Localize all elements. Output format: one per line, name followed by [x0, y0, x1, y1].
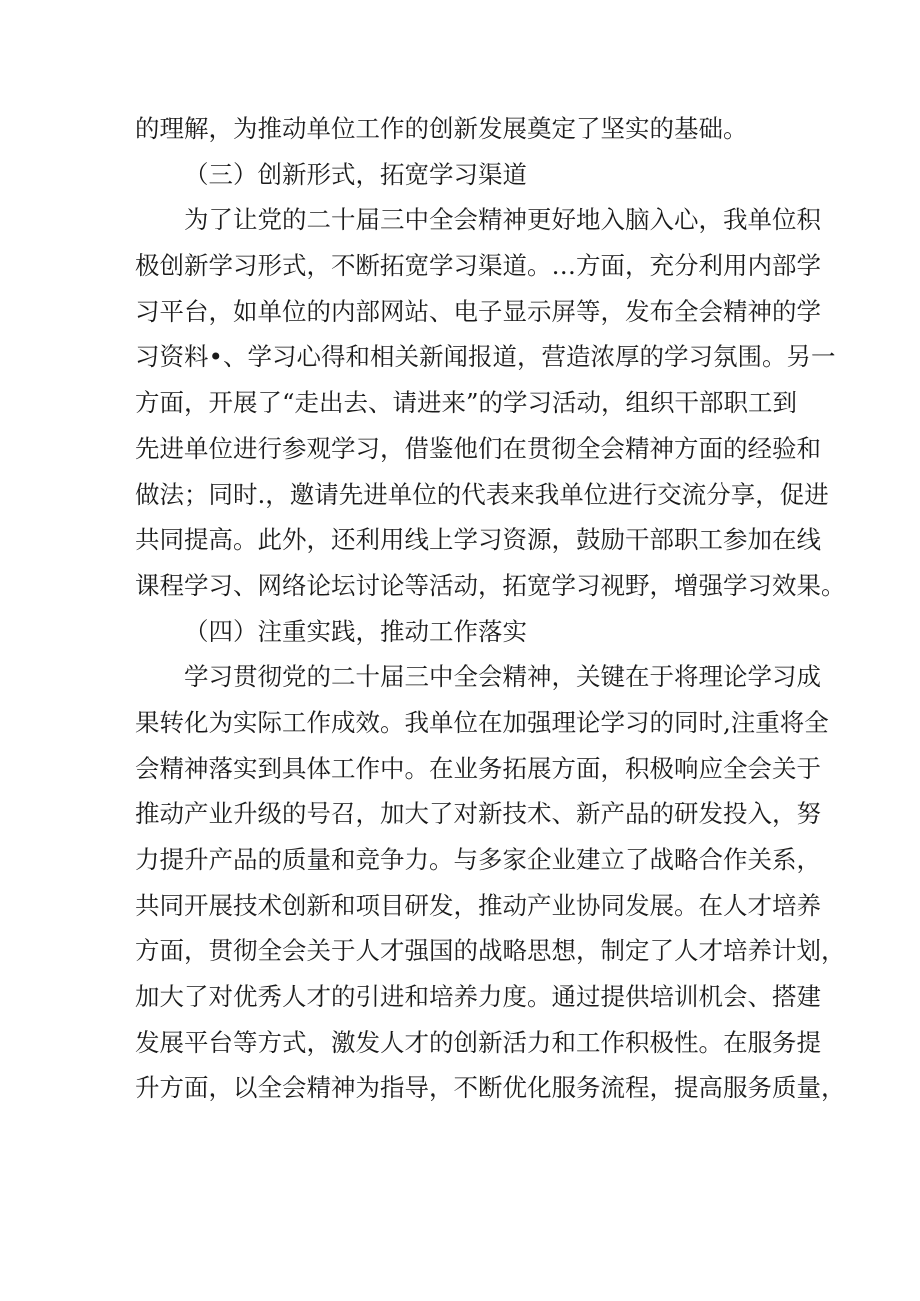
paragraph-line: 先进单位进行参观学习，借鉴他们在贯彻全会精神方面的经验和 [135, 433, 821, 463]
paragraph-line: 会精神落实到具体工作中。在业务拓展方面，积极响应全会关于 [135, 753, 821, 783]
paragraph-line: 果转化为实际工作成效。我单位在加强理论学习的同时,注重将全 [135, 707, 829, 737]
paragraph-line: 升方面，以全会精神为指导，不断优化服务流程，提高服务质量， [135, 1073, 846, 1103]
paragraph-line: 方面，贯彻全会关于人才强国的战略思想，制定了人才培养计划， [135, 936, 846, 966]
paragraph-line: 学习贯彻党的二十届三中全会精神，关键在于将理论学习成 [184, 662, 821, 692]
section-heading-3: （三）创新形式，拓宽学习渠道 [184, 159, 527, 189]
paragraph-line: 课程学习、网络论坛讨论等活动，拓宽学习视野，增强学习效果。 [135, 570, 846, 600]
paragraph-line: 做法；同时.，邀请先进单位的代表来我单位进行交流分享，促进 [135, 479, 829, 509]
paragraph-line: 推动产业升级的号召，加大了对新技术、新产品的研发投入，努 [135, 799, 821, 829]
paragraph-line: 极创新学习形式，不断拓宽学习渠道。…方面，充分利用内部学 [135, 251, 821, 281]
document-body [135, 106, 846, 1111]
paragraph-line: 共同提高。此外，还利用线上学习资源，鼓励干部职工参加在线 [135, 525, 821, 555]
paragraph-line: 习平台，如单位的内部网站、电子显示屏等，发布全会精神的学 [135, 296, 821, 326]
paragraph-line: 方面，开展了“走出去、请进来”的学习活动，组织干部职工到 [135, 388, 798, 418]
paragraph-line: 发展平台等方式，激发人才的创新活力和工作积极性。在服务提 [135, 1027, 821, 1057]
paragraph-line: 加大了对优秀人才的引进和培养力度。通过提供培训机会、搭建 [135, 982, 821, 1012]
paragraph-line: 习资料•、学习心得和相关新闻报道，营造浓厚的学习氛围。另一 [135, 342, 836, 372]
paragraph-line: 为了让党的二十届三中全会精神更好地入脑入心，我单位积 [184, 205, 821, 235]
section-heading-4: （四）注重实践，推动工作落实 [184, 616, 527, 646]
paragraph-line: 的理解，为推动单位工作的创新发展奠定了坚实的基础。 [135, 114, 748, 143]
paragraph-line: 力提升产品的质量和竞争力。与多家企业建立了战略合作关系， [135, 845, 821, 874]
paragraph-line: 共同开展技术创新和项目研发，推动产业协同发展。在人才培养 [135, 890, 821, 920]
